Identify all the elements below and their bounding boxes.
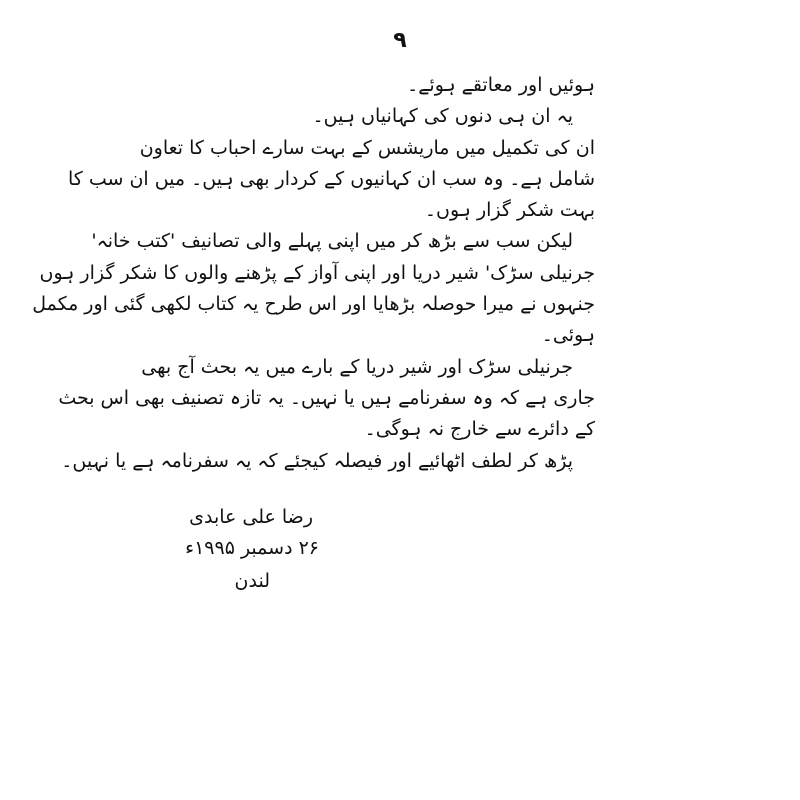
text-line: یہ ان ہی دنوں کی کہانیاں ہیں۔: [312, 105, 573, 128]
signature-date: ۲۶ دسمبر ۱۹۹۵ء: [185, 537, 319, 559]
text-line: ان کی تکمیل میں ماریشس کے بہت سارے احباب کا تعاون: [139, 136, 595, 159]
text-line: لیکن سب سے بڑھ کر میں اپنی پہلے والی تصانیف 'کتب خانہ': [91, 230, 573, 253]
text-line: کے دائرے سے خارج نہ ہوگی۔: [364, 418, 595, 441]
page-number: ۹: [393, 28, 407, 53]
text-line: پڑھ کر لطف اٹھائیے اور فیصلہ کیجئے کہ یہ سفرنامہ ہے یا نہیں۔: [61, 449, 573, 472]
author-name: رضا علی عابدی: [189, 506, 313, 528]
text-line: بہت شکر گزار ہوں۔: [424, 199, 595, 222]
text-line: جاری ہے کہ وہ سفرنامے ہیں یا نہیں۔ یہ تازہ تصنیف بھی اس بحث: [58, 386, 595, 409]
text-line: جرنیلی سڑک' شیر دریا اور اپنی آواز کے پڑھنے والوں کا شکر گزار ہوں: [39, 261, 595, 284]
signature-place: لندن: [234, 570, 270, 592]
text-line: شامل ہے۔ وہ سب ان کہانیوں کے کردار بھی ہیں۔ میں ان سب کا: [67, 167, 595, 190]
body-text: [32, 70, 595, 477]
text-line: جنہوں نے میرا حوصلہ بڑھایا اور اس طرح یہ کتاب لکھی گئی اور مکمل: [32, 293, 595, 316]
text-line: ہوئی۔: [541, 324, 595, 347]
text-line: ہوئیں اور معاتقے ہوئے۔: [407, 74, 595, 96]
text-line: جرنیلی سڑک اور شیر دریا کے بارے میں یہ بحث آج بھی: [141, 355, 573, 378]
